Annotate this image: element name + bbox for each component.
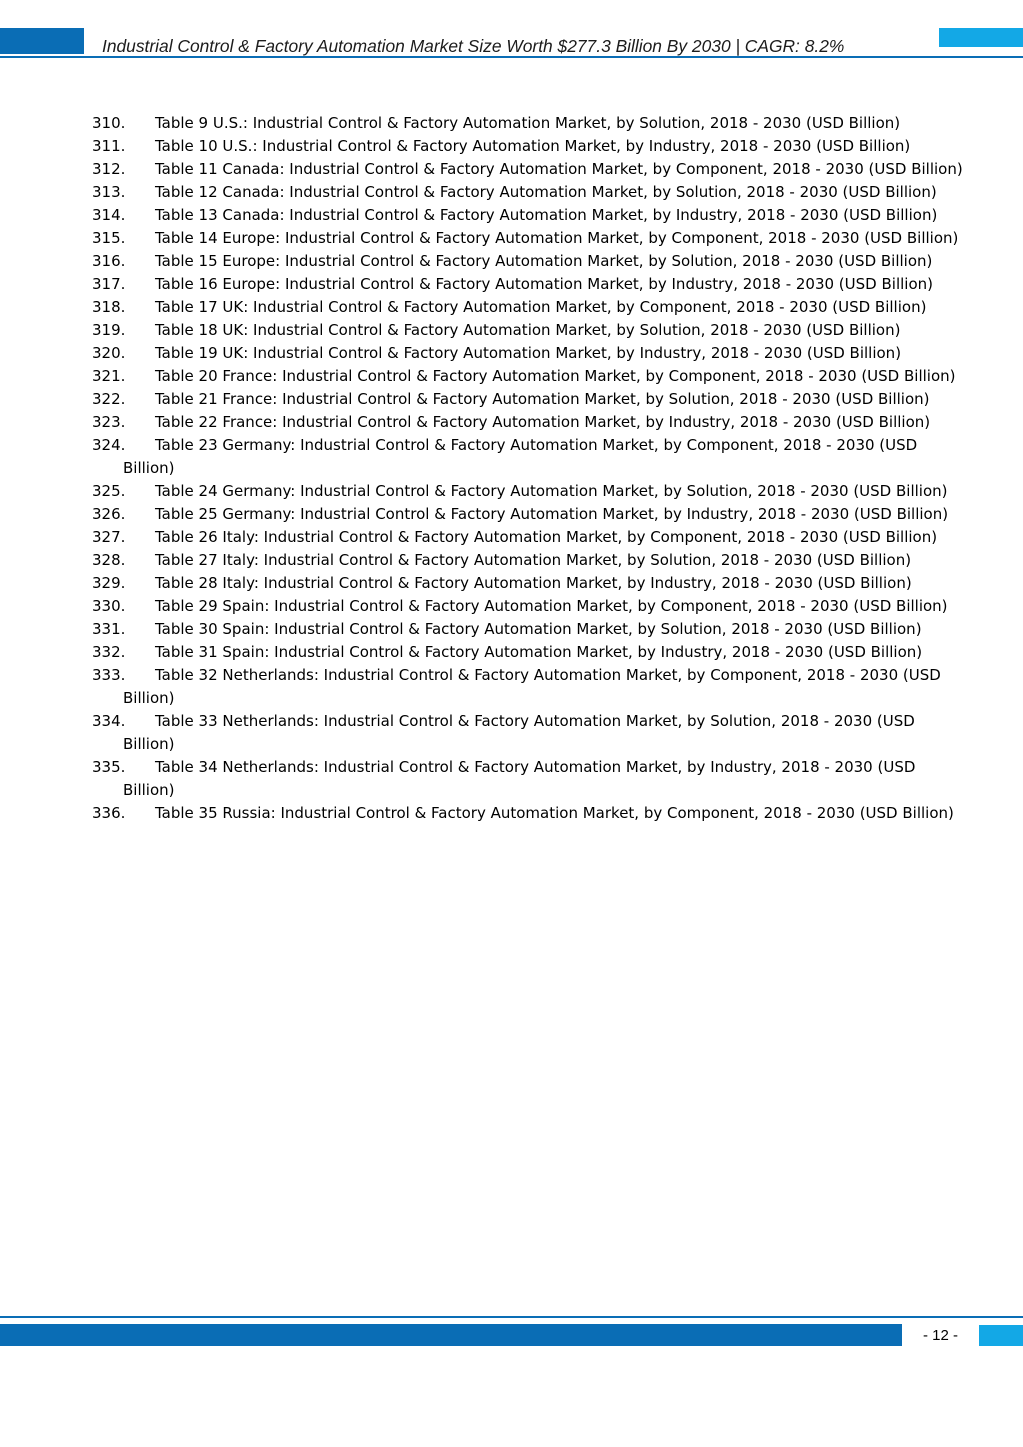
table-list [0, 112, 1023, 825]
header-accent-right [939, 28, 1023, 47]
list-item [0, 388, 1023, 411]
list-item [0, 434, 1023, 480]
list-item [0, 526, 1023, 549]
list-item [0, 710, 1023, 756]
list-item-text: Table 10 U.S.: Industrial Control & Factory Automation Market, by Industry, 2018 - 2030 (USD Billion) [155, 137, 911, 155]
list-item-text: Table 19 UK: Industrial Control & Factory Automation Market, by Industry, 2018 - 2030 (USD Billion) [155, 344, 902, 362]
list-item-number: 333. [92, 666, 126, 684]
list-item-text: Table 35 Russia: Industrial Control & Factory Automation Market, by Component, 2018 - 2030 (USD Billion) [155, 804, 954, 822]
list-item [0, 595, 1023, 618]
list-item-text: Table 16 Europe: Industrial Control & Factory Automation Market, by Industry, 2018 - 2030 (USD Billion) [155, 275, 933, 293]
list-item-text: Table 15 Europe: Industrial Control & Factory Automation Market, by Solution, 2018 - 2030 (USD Billion) [155, 252, 933, 270]
list-item-text: Table 12 Canada: Industrial Control & Factory Automation Market, by Solution, 2018 - 2030 (USD Billion) [155, 183, 937, 201]
list-item-number: 320. [92, 344, 126, 362]
list-item-text: Table 28 Italy: Industrial Control & Factory Automation Market, by Industry, 2018 - 2030 (USD Billion) [155, 574, 912, 592]
list-item-number: 328. [92, 551, 126, 569]
list-item [0, 319, 1023, 342]
list-item-number: 312. [92, 160, 126, 178]
list-item [0, 365, 1023, 388]
list-item-text: Table 9 U.S.: Industrial Control & Factory Automation Market, by Solution, 2018 - 2030 (USD Billion) [155, 114, 901, 132]
list-item [0, 227, 1023, 250]
list-item-number: 310. [92, 114, 126, 132]
list-item-text: Table 24 Germany: Industrial Control & Factory Automation Market, by Solution, 2018 - 2030 (USD Billion) [155, 482, 948, 500]
list-item [0, 618, 1023, 641]
list-item-text: Table 17 UK: Industrial Control & Factory Automation Market, by Component, 2018 - 2030 (USD Billion) [155, 298, 927, 316]
list-item-number: 336. [92, 804, 126, 822]
list-item-text: Table 33 Netherlands: Industrial Control & Factory Automation Market, by Solution, 2018 - 2030 (USD Billion) [123, 712, 915, 753]
list-item-text: Table 14 Europe: Industrial Control & Factory Automation Market, by Component, 2018 - 2030 (USD Billion) [155, 229, 959, 247]
list-item-number: 313. [92, 183, 126, 201]
list-item-number: 331. [92, 620, 126, 638]
list-item-text: Table 26 Italy: Industrial Control & Factory Automation Market, by Component, 2018 - 2030 (USD Billion) [155, 528, 938, 546]
footer-accent-bar [0, 1324, 902, 1346]
list-item [0, 250, 1023, 273]
list-item-text: Table 18 UK: Industrial Control & Factory Automation Market, by Solution, 2018 - 2030 (USD Billion) [155, 321, 901, 339]
list-item-number: 335. [92, 758, 126, 776]
list-item-number: 315. [92, 229, 126, 247]
list-item [0, 411, 1023, 434]
list-item-number: 323. [92, 413, 126, 431]
list-item-text: Table 22 France: Industrial Control & Factory Automation Market, by Industry, 2018 - 2030 (USD Billion) [155, 413, 931, 431]
list-item [0, 158, 1023, 181]
list-item-text: Table 29 Spain: Industrial Control & Factory Automation Market, by Component, 2018 - 2030 (USD Billion) [155, 597, 948, 615]
list-item [0, 112, 1023, 135]
list-item [0, 664, 1023, 710]
list-item [0, 273, 1023, 296]
list-item-text: Table 34 Netherlands: Industrial Control & Factory Automation Market, by Industry, 2018 - 2030 (USD Billion) [123, 758, 916, 799]
page-number: - 12 - [922, 1327, 958, 1344]
list-item-number: 327. [92, 528, 126, 546]
footer-accent-right [979, 1325, 1023, 1346]
list-item-number: 332. [92, 643, 126, 661]
list-item [0, 756, 1023, 802]
list-item [0, 641, 1023, 664]
list-item-number: 317. [92, 275, 126, 293]
list-item [0, 503, 1023, 526]
header-accent-left [0, 28, 84, 54]
list-item-number: 322. [92, 390, 126, 408]
list-item [0, 802, 1023, 825]
list-item-text: Table 32 Netherlands: Industrial Control & Factory Automation Market, by Component, 2018 - 2030 (USD Billion) [123, 666, 941, 707]
list-item-text: Table 20 France: Industrial Control & Factory Automation Market, by Component, 2018 - 2030 (USD Billion) [155, 367, 956, 385]
list-item-number: 316. [92, 252, 126, 270]
list-item [0, 342, 1023, 365]
list-item-number: 314. [92, 206, 126, 224]
footer-rule [0, 1316, 1023, 1318]
list-item-number: 325. [92, 482, 126, 500]
list-item-text: Table 13 Canada: Industrial Control & Factory Automation Market, by Industry, 2018 - 2030 (USD Billion) [155, 206, 938, 224]
list-item-text: Table 31 Spain: Industrial Control & Factory Automation Market, by Industry, 2018 - 2030 (USD Billion) [155, 643, 923, 661]
list-item [0, 549, 1023, 572]
list-item [0, 135, 1023, 158]
list-item-number: 318. [92, 298, 126, 316]
list-item-text: Table 25 Germany: Industrial Control & Factory Automation Market, by Industry, 2018 - 2030 (USD Billion) [155, 505, 949, 523]
list-item-number: 321. [92, 367, 126, 385]
list-item-number: 334. [92, 712, 126, 730]
list-item [0, 296, 1023, 319]
list-item-text: Table 27 Italy: Industrial Control & Factory Automation Market, by Solution, 2018 - 2030 (USD Billion) [155, 551, 912, 569]
list-item [0, 204, 1023, 227]
header-rule [0, 56, 1023, 58]
list-item [0, 572, 1023, 595]
list-item-number: 329. [92, 574, 126, 592]
list-item [0, 181, 1023, 204]
list-item [0, 480, 1023, 503]
list-item-number: 311. [92, 137, 126, 155]
list-item-number: 324. [92, 436, 126, 454]
list-item-text: Table 21 France: Industrial Control & Factory Automation Market, by Solution, 2018 - 2030 (USD Billion) [155, 390, 930, 408]
page-header-title: Industrial Control & Factory Automation Market Size Worth $277.3 Billion By 2030 | CAGR: 8.2% [102, 36, 845, 56]
list-item-number: 326. [92, 505, 126, 523]
list-item-number: 330. [92, 597, 126, 615]
list-item-text: Table 11 Canada: Industrial Control & Factory Automation Market, by Component, 2018 - 2030 (USD Billion) [155, 160, 963, 178]
list-item-text: Table 30 Spain: Industrial Control & Factory Automation Market, by Solution, 2018 - 2030 (USD Billion) [155, 620, 922, 638]
list-item-number: 319. [92, 321, 126, 339]
list-item-text: Table 23 Germany: Industrial Control & Factory Automation Market, by Component, 2018 - 2030 (USD Billion) [123, 436, 918, 477]
